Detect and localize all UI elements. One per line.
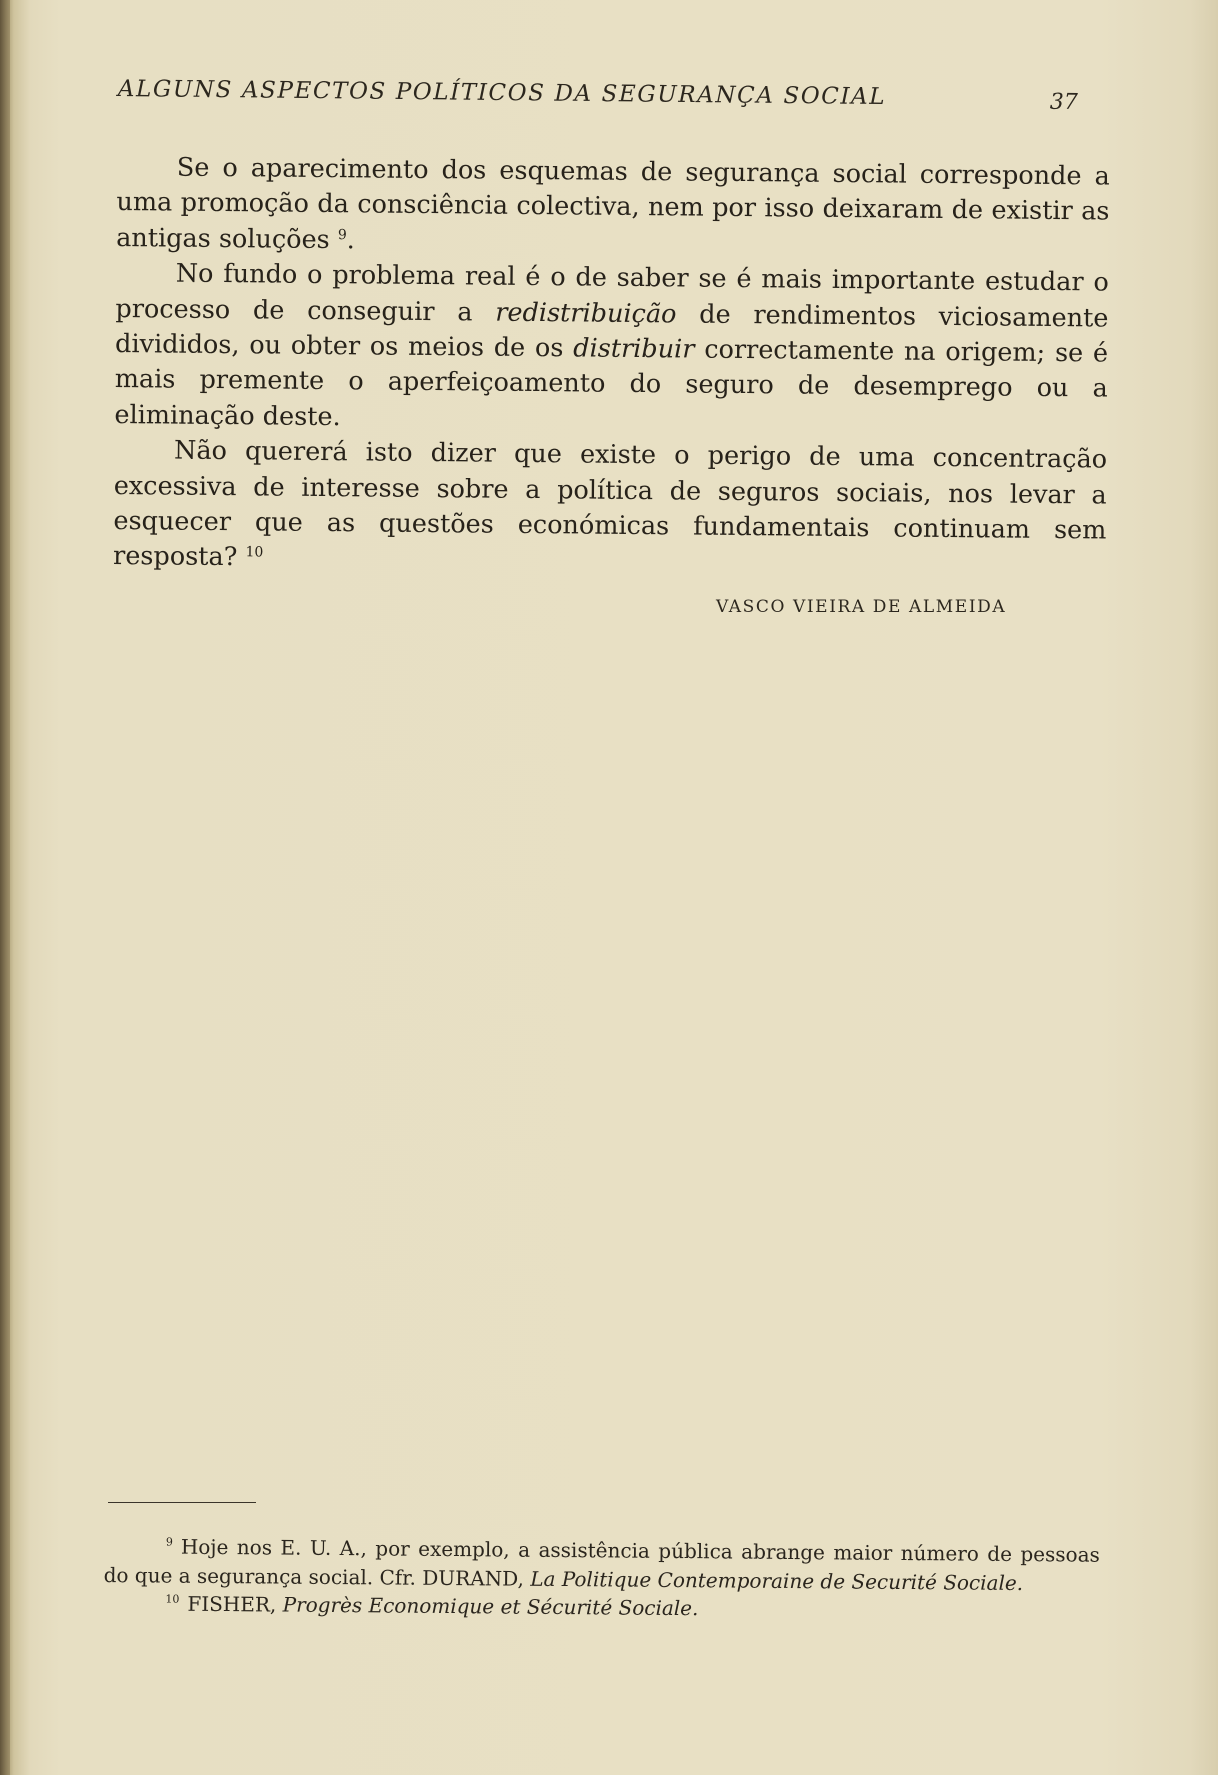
footnote-10-mark: 10 <box>165 1592 180 1606</box>
paragraph-1-text: Se o aparecimento dos esquemas de segurança social corresponde a uma promoção da consciência colectiva, nem por isso deixaram de existir as antigas soluções <box>116 152 1110 255</box>
author-signature: VASCO VIEIRA DE ALMEIDA <box>716 597 1007 617</box>
footnote-9-text: Hoje nos E. U. A., por exemplo, a assistência pública abrange maior número de pessoas do que a segurança social. Cfr. DURAND, <box>103 1534 1100 1591</box>
book-spine-shadow <box>0 0 10 1775</box>
paragraph-3-text: Não quererá isto dizer que existe o perigo de uma concentração excessiva de interesse sobre a política de seguros sociais, nos levar a esquecer que as questões económicas fundamentais continuam sem resposta? <box>112 435 1108 573</box>
footnotes <box>103 1532 1100 1626</box>
footnote-10-text: FISHER, <box>187 1591 283 1617</box>
footnote-10-italic-title: Progrès Economique et Sécurité Sociale. <box>282 1592 699 1621</box>
page-number: 37 <box>1049 89 1078 116</box>
paragraph-2-text-c: correctamente na origem; se é mais premente o aperfeiçoamento do seguro de desemprego ou a eliminação deste. <box>114 334 1109 433</box>
paragraph-2-italic-distribuir: distribuir <box>573 333 695 365</box>
paragraph-3 <box>113 433 1107 584</box>
footnote-9-italic-title: La Politique Contemporaine de Securité Sociale. <box>530 1566 1024 1595</box>
body-text <box>113 150 1110 584</box>
running-head-title: ALGUNS ASPECTOS POLÍTICOS DA SEGURANÇA SOCIAL <box>117 76 887 111</box>
paragraph-2-text-a: No fundo o problema real é o de saber se é mais importante estudar o processo de conseguir a <box>115 258 1109 328</box>
footnote-ref-9: 9 <box>337 226 347 244</box>
footnote-9-mark: 9 <box>165 1535 173 1549</box>
footnote-divider <box>108 1502 256 1503</box>
footnote-9 <box>104 1532 1100 1598</box>
paragraph-2 <box>114 256 1109 443</box>
paragraph-2-italic-redistribuicao: redistribuição <box>495 297 677 330</box>
running-head <box>118 76 1078 126</box>
paragraph-1 <box>116 150 1110 266</box>
footnote-ref-10: 10 <box>245 544 264 561</box>
paragraph-1-period: . <box>346 225 356 256</box>
paragraph-2-text-b: de rendimentos viciosamente divididos, ou obter os meios de os <box>114 299 1109 364</box>
